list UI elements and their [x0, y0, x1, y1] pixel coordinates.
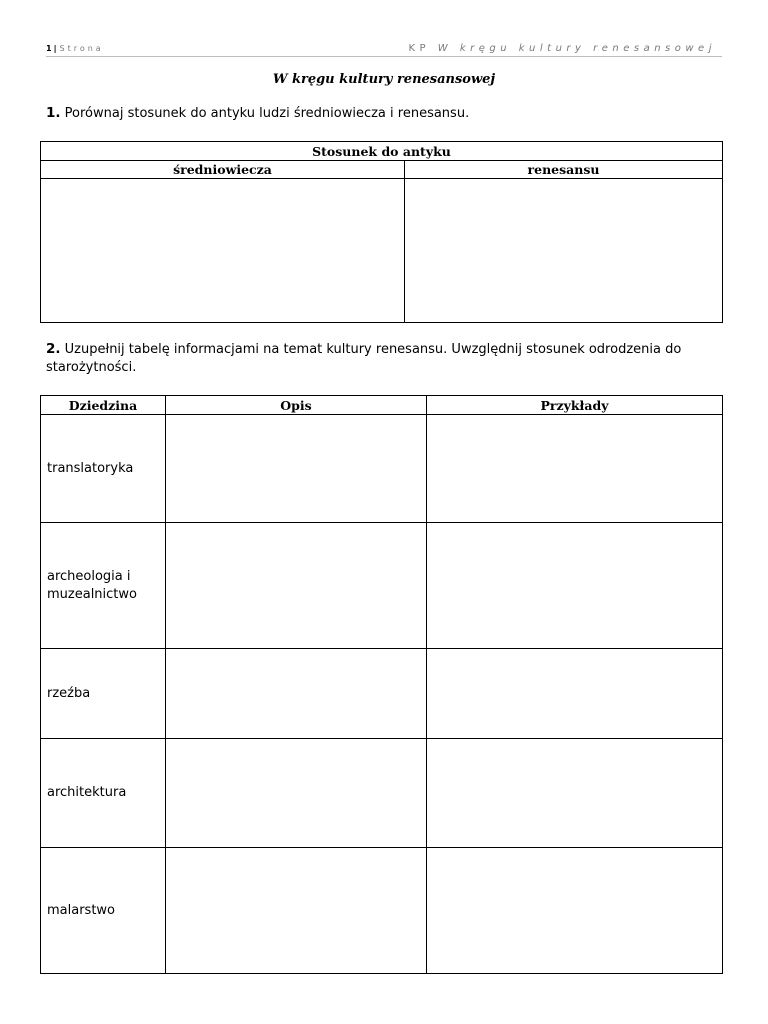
description-cell[interactable] [166, 739, 427, 848]
task-2-instruction [46, 340, 722, 377]
examples-cell[interactable] [427, 649, 723, 739]
column-header-domain: Dziedzina [41, 396, 166, 415]
running-title: KP W kręgu kultury renesansowej [408, 43, 716, 54]
domain-label: translatoryka [41, 415, 166, 523]
examples-cell[interactable] [427, 523, 723, 649]
document-title: W kręgu kultury renesansowej [272, 72, 496, 87]
table-row [41, 649, 723, 739]
table-title: Stosunek do antyku [41, 142, 723, 161]
antiquity-attitude-table [40, 141, 723, 323]
answer-cell-middle-ages[interactable] [41, 179, 405, 323]
task-1-instruction [46, 104, 722, 123]
description-cell[interactable] [166, 848, 427, 974]
column-header-examples: Przykłady [427, 396, 723, 415]
table-row [41, 415, 723, 523]
renaissance-culture-table [40, 395, 723, 974]
table-row [41, 739, 723, 848]
page-header [46, 42, 722, 57]
examples-cell[interactable] [427, 739, 723, 848]
page-number-label: 1 | Strona [46, 44, 104, 53]
task-1-number: 1. [46, 105, 61, 121]
domain-label: architektura [41, 739, 166, 848]
answer-cell-renaissance[interactable] [405, 179, 723, 323]
domain-label: rzeźba [41, 649, 166, 739]
task-1-text: Porównaj stosunek do antyku ludzi średniowiecza i renesansu. [64, 106, 470, 121]
table-row [41, 523, 723, 649]
description-cell[interactable] [166, 415, 427, 523]
domain-label: archeologia i muzealnictwo [41, 523, 166, 649]
examples-cell[interactable] [427, 415, 723, 523]
description-cell[interactable] [166, 649, 427, 739]
task-2-number: 2. [46, 341, 61, 357]
column-header-renaissance: renesansu [405, 161, 723, 179]
table-row [41, 848, 723, 974]
task-2-text: Uzupełnij tabelę informacjami na temat kultury renesansu. Uwzględnij stosunek odrodzenia do starożytności. [46, 342, 682, 375]
description-cell[interactable] [166, 523, 427, 649]
column-header-middle-ages: średniowiecza [41, 161, 405, 179]
examples-cell[interactable] [427, 848, 723, 974]
domain-label: malarstwo [41, 848, 166, 974]
column-header-description: Opis [166, 396, 427, 415]
